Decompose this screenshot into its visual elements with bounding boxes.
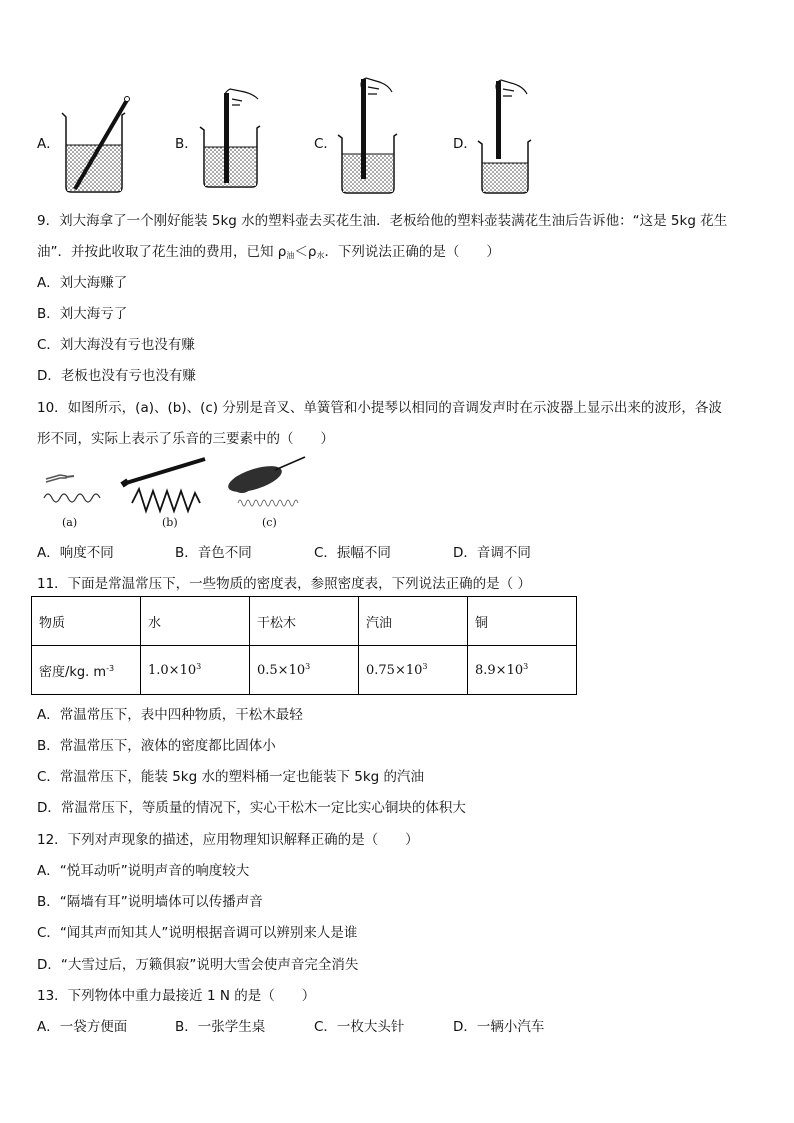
density-table-value-row: [32, 646, 577, 695]
q10-caption-c: (c): [262, 516, 277, 529]
q10-option-a: A．响度不同: [37, 545, 114, 561]
q9-option-d: D．老板也没有亏也没有赚: [37, 368, 196, 384]
row-label-exponent: -3: [106, 663, 115, 673]
q9-stem-line2-c: ．下列说法正确的是（ ）: [324, 244, 500, 260]
density-water-exponent: 3: [196, 662, 202, 671]
q8-option-a-label: A．: [37, 136, 60, 152]
table-header-gasoline: 汽油: [359, 597, 468, 646]
q9-stem-line1: 9．刘大海拿了一个刚好能装 5kg 水的塑料壶去买花生油．老板给他的塑料壶装满花生油后告诉他：“这是 5kg 花生: [37, 213, 728, 229]
q13-option-b: B．一张学生桌: [175, 1019, 266, 1035]
q10-option-d: D．音调不同: [453, 545, 531, 561]
q13-option-a: A．一袋方便面: [37, 1019, 128, 1035]
q10-stem-line2: 形不同，实际上表示了乐音的三要素中的（ ）: [37, 431, 334, 447]
q10-option-c: C．振幅不同: [314, 545, 391, 561]
beaker-d: [478, 80, 531, 193]
q8-option-c-label: C．: [314, 136, 337, 152]
clarinet-waveform: [122, 459, 205, 511]
q10-caption-b: (b): [162, 516, 178, 529]
density-gasoline: [359, 646, 468, 695]
q13-option-c: C．一枚大头针: [314, 1019, 405, 1035]
q11-stem: 11．下面是常温常压下，一些物质的密度表，参照密度表，下列说法正确的是（ ）: [37, 576, 531, 592]
density-water: [141, 646, 250, 695]
density-copper: [468, 646, 577, 695]
beaker-c: [338, 78, 397, 193]
density-table: [31, 596, 577, 695]
q13-stem: 13．下列物体中重力最接近 1 N 的是（ ）: [37, 988, 316, 1004]
table-header-pine: 干松木: [250, 597, 359, 646]
q10-stem-line1: 10．如图所示，(a)、(b)、(c) 分别是音叉、单簧管和小提琴以相同的音调发声时在示波器上显示出来的波形，各波: [37, 400, 722, 416]
q9-stem-line2-b: ＜ρ: [294, 244, 317, 260]
q10-option-b: B．音色不同: [175, 545, 252, 561]
density-copper-exponent: 3: [523, 662, 529, 671]
q9-option-a: A．刘大海赚了: [37, 275, 128, 291]
q10-caption-a: (a): [62, 516, 78, 529]
q9-rho-oil-sub: 油: [286, 251, 295, 260]
q9-stem-line2: [37, 240, 500, 261]
q8-option-b-label: B．: [175, 136, 198, 152]
q10-waveform-figures: [30, 455, 320, 520]
violin-waveform: [225, 457, 305, 506]
q9-option-c: C．刘大海没有亏也没有赚: [37, 337, 195, 353]
density-table-header-row: [32, 597, 577, 646]
q11-option-a: A．常温常压下，表中四种物质，干松木最轻: [37, 707, 303, 723]
beaker-a: [62, 97, 130, 193]
q11-option-d: D．常温常压下，等质量的情况下，实心干松木一定比实心铜块的体积大: [37, 800, 466, 816]
density-copper-value: 8.9×10: [475, 663, 524, 678]
table-header-water: 水: [141, 597, 250, 646]
q12-option-b: B．“隔墙有耳”说明墙体可以传播声音: [37, 894, 263, 910]
q13-option-d: D．一辆小汽车: [453, 1019, 545, 1035]
q12-option-a: A．“悦耳动听”说明声音的响度较大: [37, 863, 250, 879]
q11-option-c: C．常温常压下，能装 5kg 水的塑料桶一定也能装下 5kg 的汽油: [37, 769, 425, 785]
density-pine-exponent: 3: [305, 662, 311, 671]
table-row-label: [32, 646, 141, 695]
q9-rho-water-sub: 水: [316, 251, 325, 260]
q12-stem: 12．下列对声现象的描述，应用物理知识解释正确的是（ ）: [37, 832, 419, 848]
q11-option-b: B．常温常压下，液体的密度都比固体小: [37, 738, 276, 754]
tuning-fork-waveform: [44, 475, 100, 502]
density-gasoline-value: 0.75×10: [366, 663, 423, 678]
density-pine: [250, 646, 359, 695]
q12-option-d: D．“大雪过后，万籁俱寂”说明大雪会使声音完全消失: [37, 957, 359, 973]
table-header-substance: 物质: [32, 597, 141, 646]
density-gasoline-exponent: 3: [422, 662, 428, 671]
q9-option-b: B．刘大海亏了: [37, 306, 128, 322]
beaker-b: [200, 89, 260, 187]
table-header-copper: 铜: [468, 597, 577, 646]
row-label-text: 密度/kg. m: [39, 664, 107, 680]
density-pine-value: 0.5×10: [257, 663, 306, 678]
q9-stem-line2-a: 油”．并按此收取了花生油的费用，已知 ρ: [37, 244, 287, 260]
q8-beaker-figures: [0, 75, 794, 200]
q8-option-d-label: D．: [453, 136, 477, 152]
density-water-value: 1.0×10: [148, 663, 197, 678]
q12-option-c: C．“闻其声而知其人”说明根据音调可以辨别来人是谁: [37, 925, 358, 941]
